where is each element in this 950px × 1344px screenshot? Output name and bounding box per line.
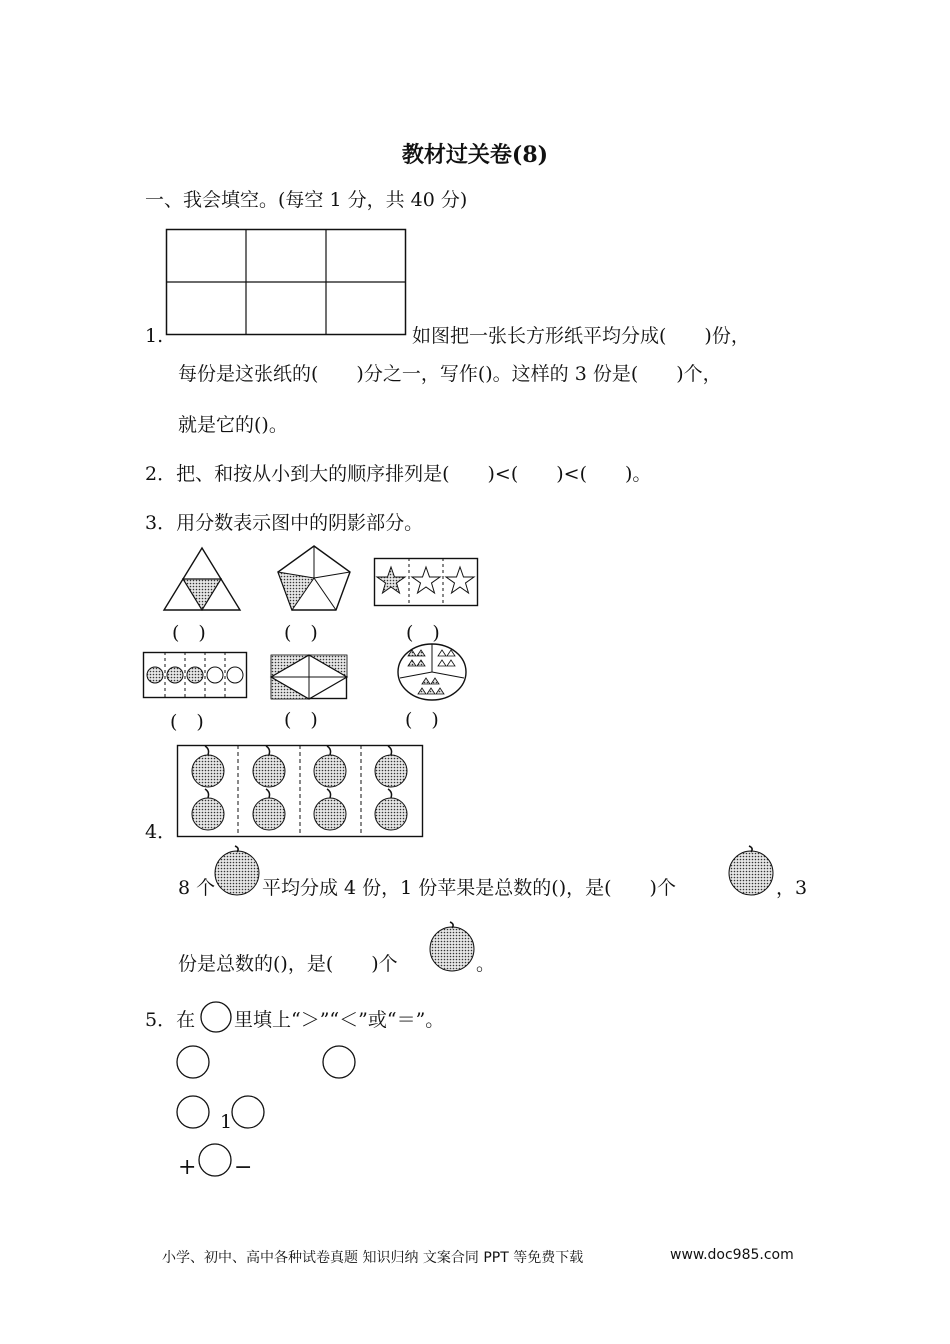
q4-number: 4． — [145, 821, 177, 843]
apple-icon — [428, 922, 476, 972]
fig-triangle — [162, 546, 242, 612]
q5-part2: 里填上“＞”“＜”或“＝”。 — [234, 1009, 445, 1031]
apple-icon — [727, 846, 775, 896]
fig-rhombus — [271, 655, 347, 699]
q1-line1: 如图把一张长方形纸平均分成( )份， — [412, 325, 750, 347]
q4-apple-box — [177, 745, 423, 837]
footer-text: 小学、初中、高中各种试卷真题 知识归纳 文案合同 PPT 等免费下载 — [162, 1250, 584, 1266]
q4-part4: 份是总数的()，是( )个 — [178, 953, 398, 975]
section-heading: 一、我会填空。(每空 1 分，共 40 分) — [145, 189, 468, 211]
fig-ellipse-triangles — [396, 642, 468, 702]
fig-stars — [374, 558, 478, 606]
answer-circle[interactable] — [197, 1142, 233, 1178]
page-title: 教材过关卷(8) — [401, 142, 549, 168]
fig-stars-blank: ( ) — [406, 622, 440, 644]
q1-line3: 就是它的()。 — [178, 414, 288, 436]
q5-part1: 5．在 — [145, 1009, 196, 1031]
fig-rhombus-blank: ( ) — [284, 709, 318, 731]
answer-circle[interactable] — [175, 1094, 211, 1130]
q4-part3: ，3 — [776, 877, 808, 899]
answer-circle[interactable] — [175, 1044, 211, 1080]
fig-ellipse-blank: ( ) — [405, 709, 439, 731]
q1-number: 1. — [145, 325, 164, 347]
fig-pentagon-blank: ( ) — [284, 622, 318, 644]
fig-triangle-blank: ( ) — [172, 622, 206, 644]
answer-circle[interactable] — [321, 1044, 357, 1080]
fig-circles — [143, 652, 247, 698]
answer-circle[interactable] — [199, 1000, 233, 1034]
q5-minus: − — [234, 1155, 253, 1180]
q5-plus: + — [178, 1155, 197, 1180]
q4-part5: 。 — [476, 953, 496, 975]
q2-text: 2．把、和按从小到大的顺序排列是( )<( )<( )。 — [145, 463, 652, 485]
answer-circle[interactable] — [230, 1094, 266, 1130]
q1-rectangle-grid — [166, 229, 406, 335]
q3-text: 3．用分数表示图中的阴影部分。 — [145, 512, 424, 534]
q4-part2: 平均分成 4 份，1 份苹果是总数的()，是( )个 — [262, 877, 676, 899]
q1-line2: 每份是这张纸的( )分之一，写作()。这样的 3 份是( )个， — [178, 363, 722, 385]
footer-link[interactable]: www.doc985.com — [670, 1247, 794, 1263]
q5-one: 1 — [220, 1111, 233, 1133]
q4-part1: 8 个 — [178, 877, 216, 899]
apple-icon — [214, 846, 260, 896]
fig-circles-blank: ( ) — [170, 711, 204, 733]
fig-pentagon — [274, 542, 354, 612]
